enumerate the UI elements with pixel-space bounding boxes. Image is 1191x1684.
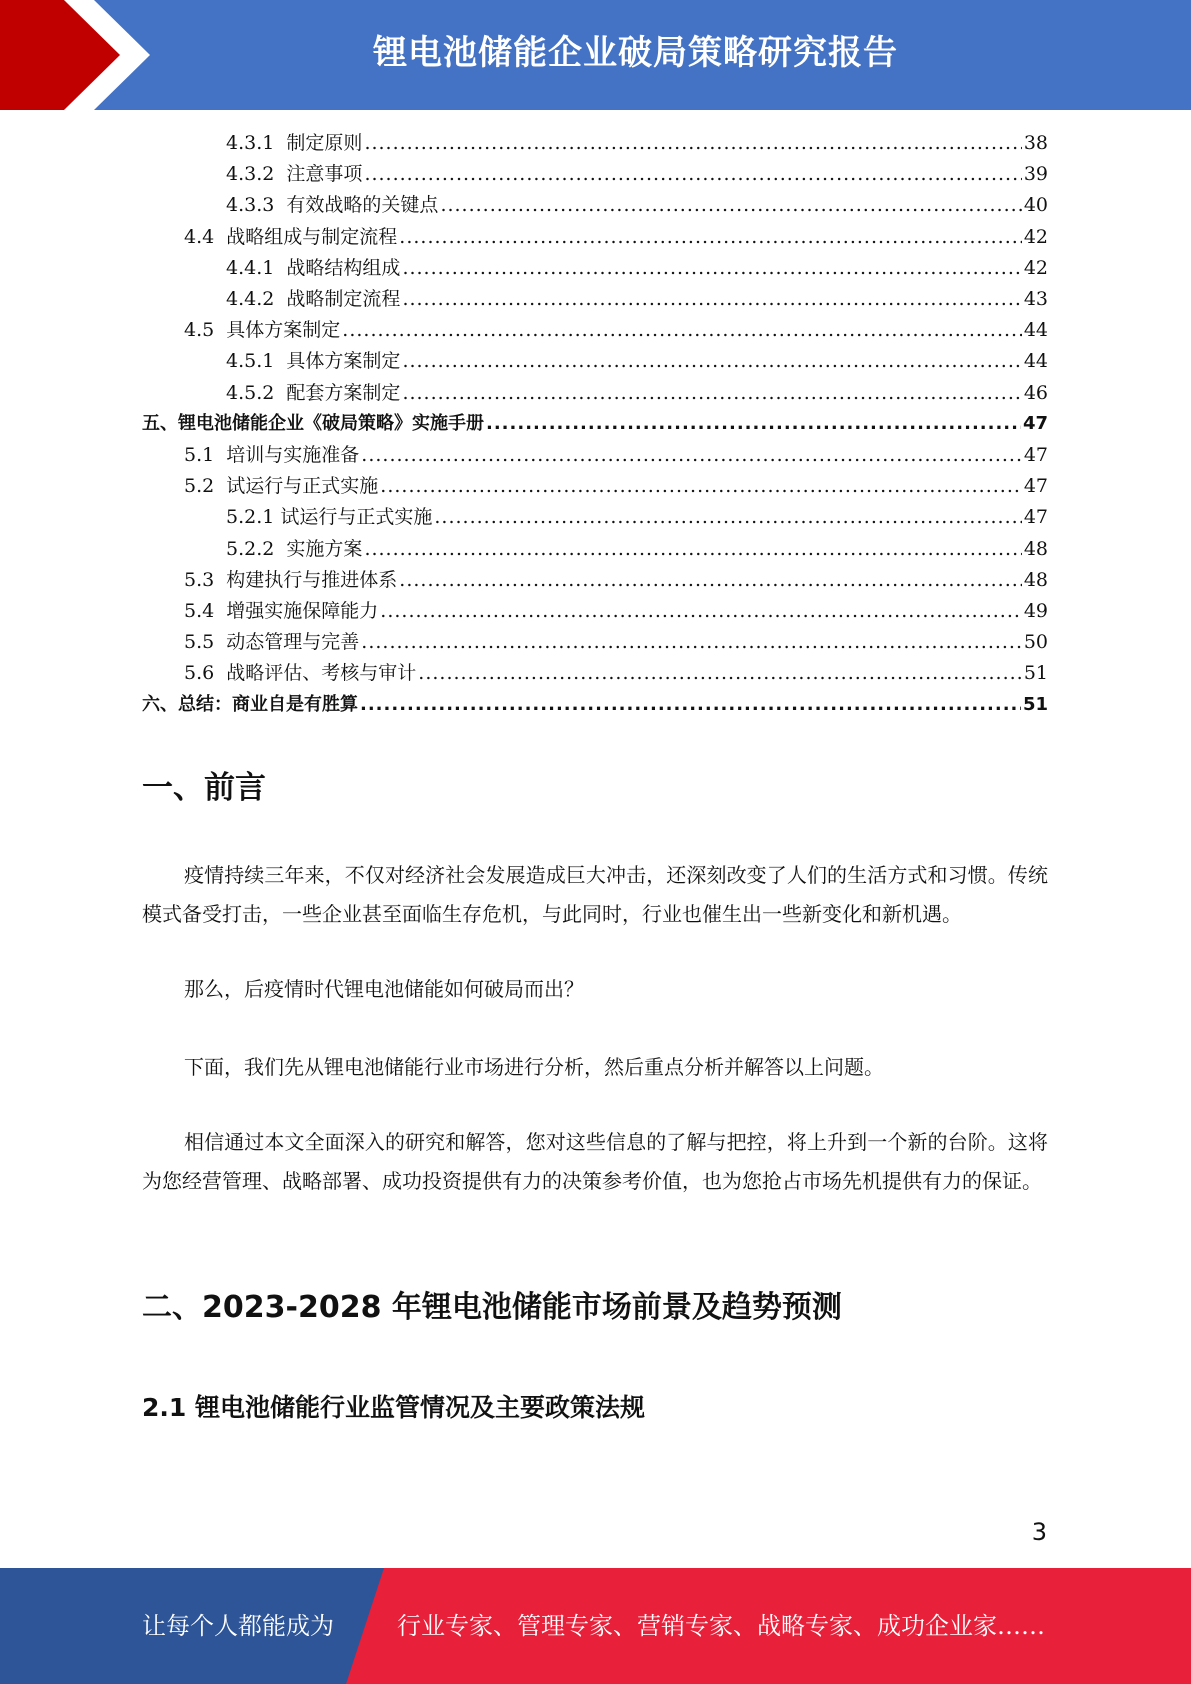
toc-entry[interactable] xyxy=(226,159,1048,190)
toc-entry-label: 4.3.3 有效战略的关键点 xyxy=(226,194,439,217)
toc-entry-page: 50 xyxy=(1023,631,1048,654)
toc-entry[interactable] xyxy=(184,627,1048,658)
preface-paragraph-2: 那么，后疫情时代锂电池储能如何破局而出？ xyxy=(184,977,584,1001)
toc-entry[interactable] xyxy=(184,596,1048,627)
toc-entry-label: 4.5.1 具体方案制定 xyxy=(226,350,401,373)
preface-paragraph-4: 相信通过本文全面深入的研究和解答，您对这些信息的了解与把控，将上升到一个新的台阶。这将为您经营管理、战略部署、成功投资提供有力的决策参考价值，也为您抢占市场先机提供有力的保证。 xyxy=(142,1130,1048,1193)
toc-entry[interactable] xyxy=(226,128,1048,159)
toc-entry[interactable] xyxy=(226,378,1048,409)
toc-leader-dots xyxy=(364,163,1021,185)
toc-entry[interactable] xyxy=(184,440,1048,471)
toc-leader-dots xyxy=(402,382,1021,404)
toc-entry-page: 47 xyxy=(1023,506,1048,529)
toc-entry-page: 43 xyxy=(1023,288,1048,310)
toc-entry[interactable] xyxy=(226,253,1048,284)
toc-entry-label: 5.6 战略评估、考核与审计 xyxy=(184,662,417,685)
toc-entry-label: 4.3.1 制定原则 xyxy=(226,132,363,154)
preface-paragraph-3: 下面，我们先从锂电池储能行业市场进行分析，然后重点分析并解答以上问题。 xyxy=(184,1055,884,1079)
toc-entry-label: 5.2.2 实施方案 xyxy=(226,537,363,560)
toc-entry-label: 4.4.1 战略结构组成 xyxy=(226,256,401,279)
page-number: 3 xyxy=(1031,1518,1047,1546)
toc-entry-page: 47 xyxy=(1022,412,1048,434)
toc-entry-label: 4.4.2 战略制定流程 xyxy=(226,288,401,310)
toc-leader-dots xyxy=(402,288,1021,310)
toc-leader-dots xyxy=(486,413,1021,434)
subsection-heading-regulation: 2.1 锂电池储能行业监管情况及主要政策法规 xyxy=(142,1393,645,1422)
toc-entry-page: 42 xyxy=(1023,225,1048,248)
footer-slogan-right: 行业专家、管理专家、营销专家、战略专家、成功企业家…… xyxy=(397,1612,1045,1640)
page-header xyxy=(0,0,1191,110)
toc-leader-dots xyxy=(380,600,1022,622)
toc-entry-page: 38 xyxy=(1023,132,1048,154)
toc-entry-page: 44 xyxy=(1023,350,1048,373)
toc-entry[interactable] xyxy=(142,409,1048,440)
toc-entry-page: 48 xyxy=(1023,568,1048,591)
toc-entry[interactable] xyxy=(226,502,1048,533)
toc-entry-label: 4.5.2 配套方案制定 xyxy=(226,381,401,404)
toc-leader-dots xyxy=(364,132,1021,154)
toc-entry-page: 42 xyxy=(1023,256,1048,279)
page-footer xyxy=(0,1568,1191,1684)
toc-entry-page: 39 xyxy=(1023,163,1048,186)
toc-entry-label: 5.4 增强实施保障能力 xyxy=(184,600,379,622)
toc-entry[interactable] xyxy=(184,315,1048,346)
toc-entry[interactable] xyxy=(142,690,1048,721)
toc-leader-dots xyxy=(440,194,1021,216)
toc-entry-label: 4.3.2 注意事项 xyxy=(226,163,363,186)
section-heading-preface: 一、前言 xyxy=(142,770,266,806)
toc-leader-dots xyxy=(360,694,1021,715)
toc-entry[interactable] xyxy=(226,284,1048,315)
toc-leader-dots xyxy=(399,226,1022,248)
toc-leader-dots xyxy=(402,350,1021,372)
section-heading-market-outlook: 二、2023-2028 年锂电池储能市场前景及趋势预测 xyxy=(142,1290,842,1325)
toc-entry-page: 48 xyxy=(1023,537,1048,560)
toc-entry-label: 5.5 动态管理与完善 xyxy=(184,631,360,654)
toc-entry-label: 4.5 具体方案制定 xyxy=(184,319,341,342)
toc-leader-dots xyxy=(402,257,1021,279)
toc-entry-page: 47 xyxy=(1023,444,1048,466)
toc-entry-label: 5.2 试运行与正式实施 xyxy=(184,475,379,498)
toc-entry[interactable] xyxy=(184,565,1048,596)
toc-entry[interactable] xyxy=(226,190,1048,221)
header-title: 锂电池储能企业破局策略研究报告 xyxy=(373,33,898,73)
toc-leader-dots xyxy=(361,444,1022,466)
toc-entry-page: 51 xyxy=(1023,662,1048,685)
toc-leader-dots xyxy=(364,538,1021,560)
toc-entry-label: 4.4 战略组成与制定流程 xyxy=(184,225,398,248)
toc-entry-label: 5.3 构建执行与推进体系 xyxy=(184,568,398,591)
toc-entry-page: 51 xyxy=(1022,693,1048,715)
toc-leader-dots xyxy=(399,569,1022,591)
toc-entry-label: 5.2.1 试运行与正式实施 xyxy=(226,506,433,529)
toc-entry-page: 40 xyxy=(1023,194,1048,217)
toc-entry[interactable] xyxy=(226,534,1048,565)
toc-entry-page: 47 xyxy=(1023,475,1048,498)
toc-entry-page: 44 xyxy=(1023,319,1048,342)
toc-leader-dots xyxy=(380,475,1022,497)
toc-entry[interactable] xyxy=(184,222,1048,253)
toc-entry[interactable] xyxy=(184,658,1048,689)
toc-leader-dots xyxy=(342,319,1022,341)
toc-entry-page: 46 xyxy=(1023,381,1048,404)
toc-leader-dots xyxy=(434,506,1021,528)
footer-slogan-left: 让每个人都能成为 xyxy=(142,1612,334,1640)
toc-leader-dots xyxy=(418,662,1022,684)
toc-entry[interactable] xyxy=(184,471,1048,502)
toc-leader-dots xyxy=(361,631,1022,653)
toc-entry[interactable] xyxy=(226,346,1048,377)
toc-entry-label: 五、锂电池储能企业《破局策略》实施手册 xyxy=(142,412,484,434)
toc-entry-label: 5.1 培训与实施准备 xyxy=(184,444,360,466)
toc-entry-page: 49 xyxy=(1023,600,1048,622)
preface-paragraph-1: 疫情持续三年来，不仅对经济社会发展造成巨大冲击，还深刻改变了人们的生活方式和习惯。传统模式备受打击，一些企业甚至面临生存危机，与此同时，行业也催生出一些新变化和新机遇。 xyxy=(142,863,1048,926)
toc-entry-label: 六、总结：商业自是有胜算 xyxy=(142,693,358,715)
